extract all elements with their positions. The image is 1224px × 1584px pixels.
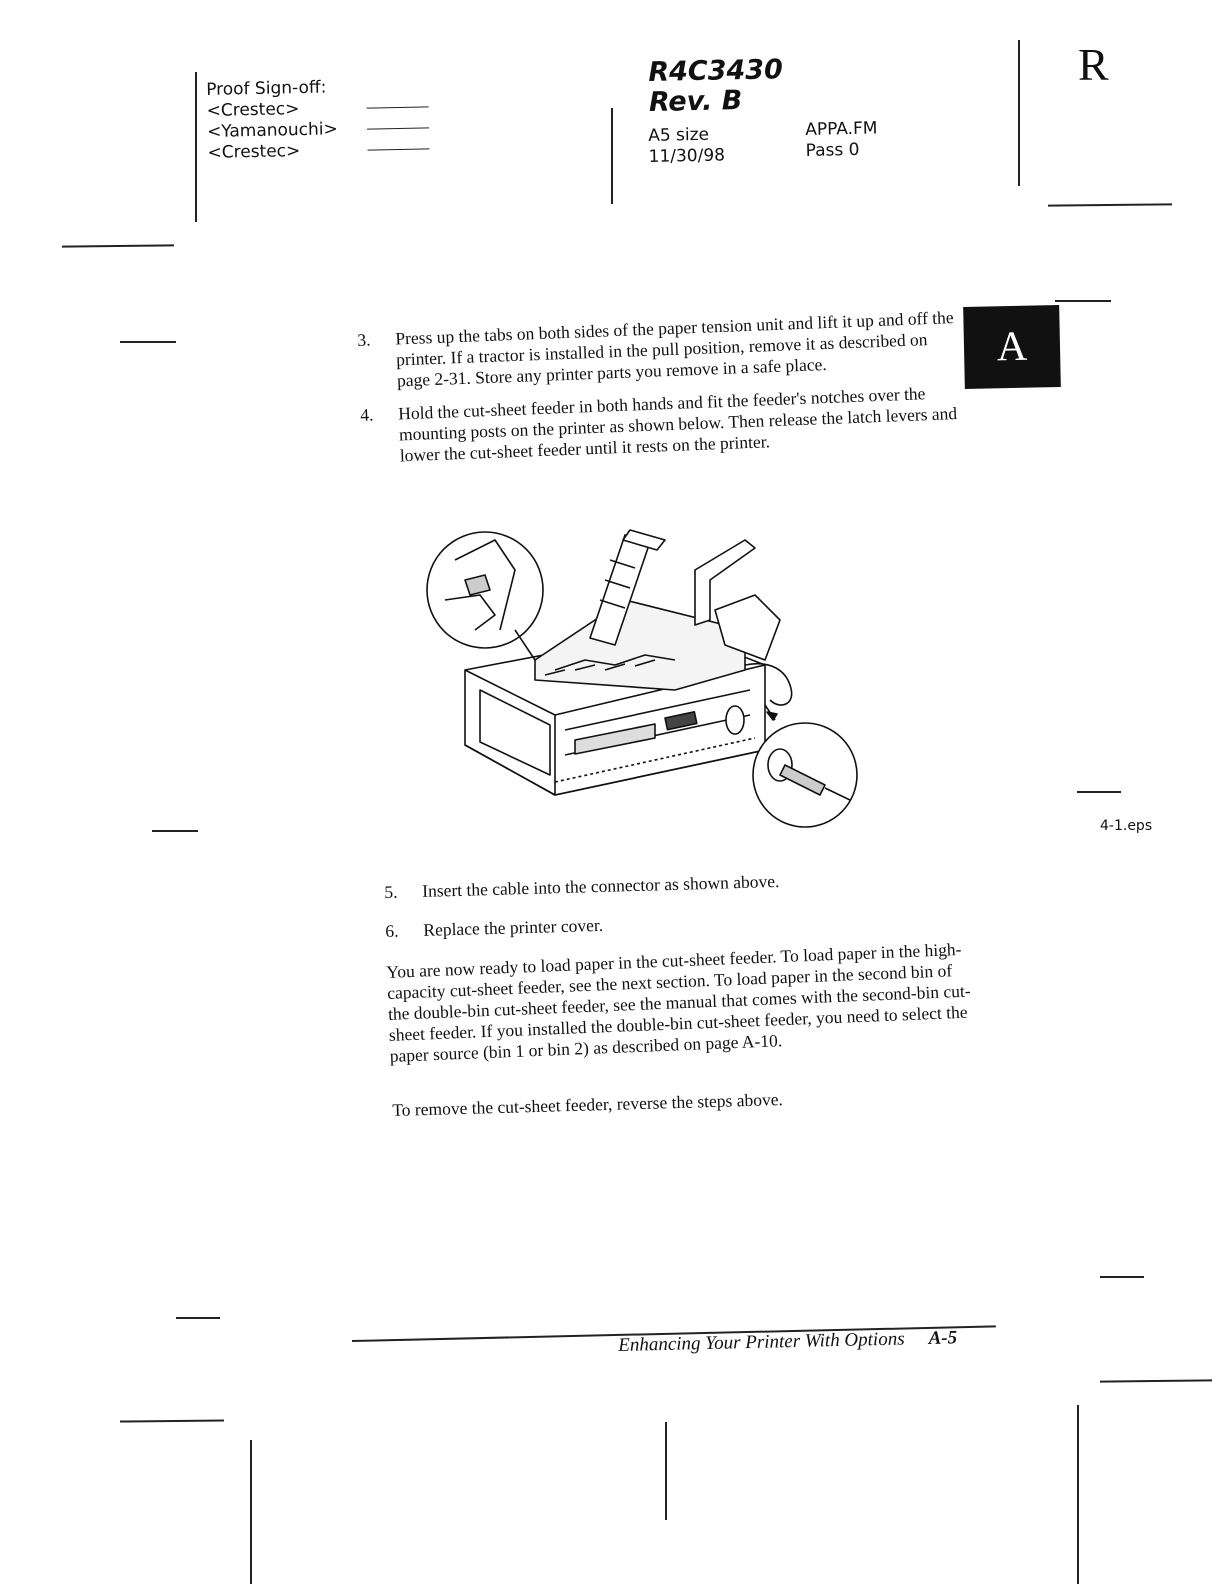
doc-file-pass [805,118,878,162]
body-paragraph: To remove the cut-sheet feeder, reverse the steps above. [392,1089,784,1120]
step-number: 5. [384,881,398,902]
list-item [385,905,945,942]
doc-code: R4C3430 [647,54,784,88]
signoff-name: <Crestec> [207,141,301,163]
doc-file: APPA.FM [805,118,878,140]
crop-mark [1077,1405,1079,1584]
footer-title: Enhancing Your Printer With Options [618,1328,905,1356]
list-item [384,866,944,903]
corner-mark: R [1078,39,1109,90]
doc-size-date [648,124,725,168]
figure-filename: 4-1.eps [1100,818,1153,834]
proof-title: Proof Sign-off: [206,77,327,100]
crop-mark [1055,300,1111,302]
page-footer [618,1327,957,1357]
doc-date: 11/30/98 [648,145,726,167]
signoff-row [207,138,429,164]
list-item [357,307,959,393]
crop-mark [665,1422,667,1520]
signoff-line [367,148,429,151]
section-tab: A [963,305,1061,389]
crop-mark [152,830,198,832]
step-text: Insert the cable into the connector as shown above. [421,870,780,901]
step-number: 3. [357,329,371,350]
crop-mark [1077,791,1121,793]
doc-revision: Rev. B [648,85,743,118]
step-number: 6. [385,920,399,941]
doc-size: A5 size [648,124,710,146]
proof-signoff-block [206,75,430,164]
step-text: Press up the tabs on both sides of the paper tension unit and lift it up and off the printer. If a tractor is installed in the pull position, remove it as described on page 2-31. Store any printer parts you remove in a safe place. [394,307,954,391]
crop-mark [1048,203,1172,206]
signoff-line [367,106,429,109]
body-paragraph: You are now ready to load paper in the cut-sheet feeder. To load paper in the high-capacity cut-sheet feeder, see the next section. To load paper in the second bin of the double-bin cut-sheet feeder, see the manual that comes with the second-bin cut-sheet feeder. If you installed the double-bin cut-sheet feeder, you need to select the paper source (bin 1 or bin 2) as described on page A-10. [386,938,971,1066]
page-number: A-5 [928,1327,958,1349]
doc-pass: Pass 0 [805,139,860,161]
signoff-name: <Crestec> [206,99,300,121]
crop-mark [176,1317,220,1319]
step-text: Hold the cut-sheet feeder in both hands and fit the feeder's notches over the mounting posts on the printer as shown below. Then release the latch levers and lower the cut-sheet feeder until it rests on the printer. [397,383,958,466]
step-number: 4. [359,404,374,425]
list-item [360,382,962,468]
signoff-name: <Yamanouchi> [206,119,339,142]
crop-mark [611,108,613,204]
steps-top [357,307,962,468]
crop-mark [195,72,197,222]
doc-code-block [648,55,784,118]
crop-mark [1100,1379,1212,1382]
crop-mark [250,1440,252,1584]
crop-mark [120,341,176,343]
crop-mark [62,244,174,247]
step-text: Replace the printer cover. [423,914,604,940]
crop-mark [1100,1276,1144,1278]
printer-illustration [425,520,865,830]
steps-bottom [384,866,945,942]
signoff-line [367,127,429,130]
crop-mark [120,1419,224,1422]
crop-mark [1018,40,1020,186]
